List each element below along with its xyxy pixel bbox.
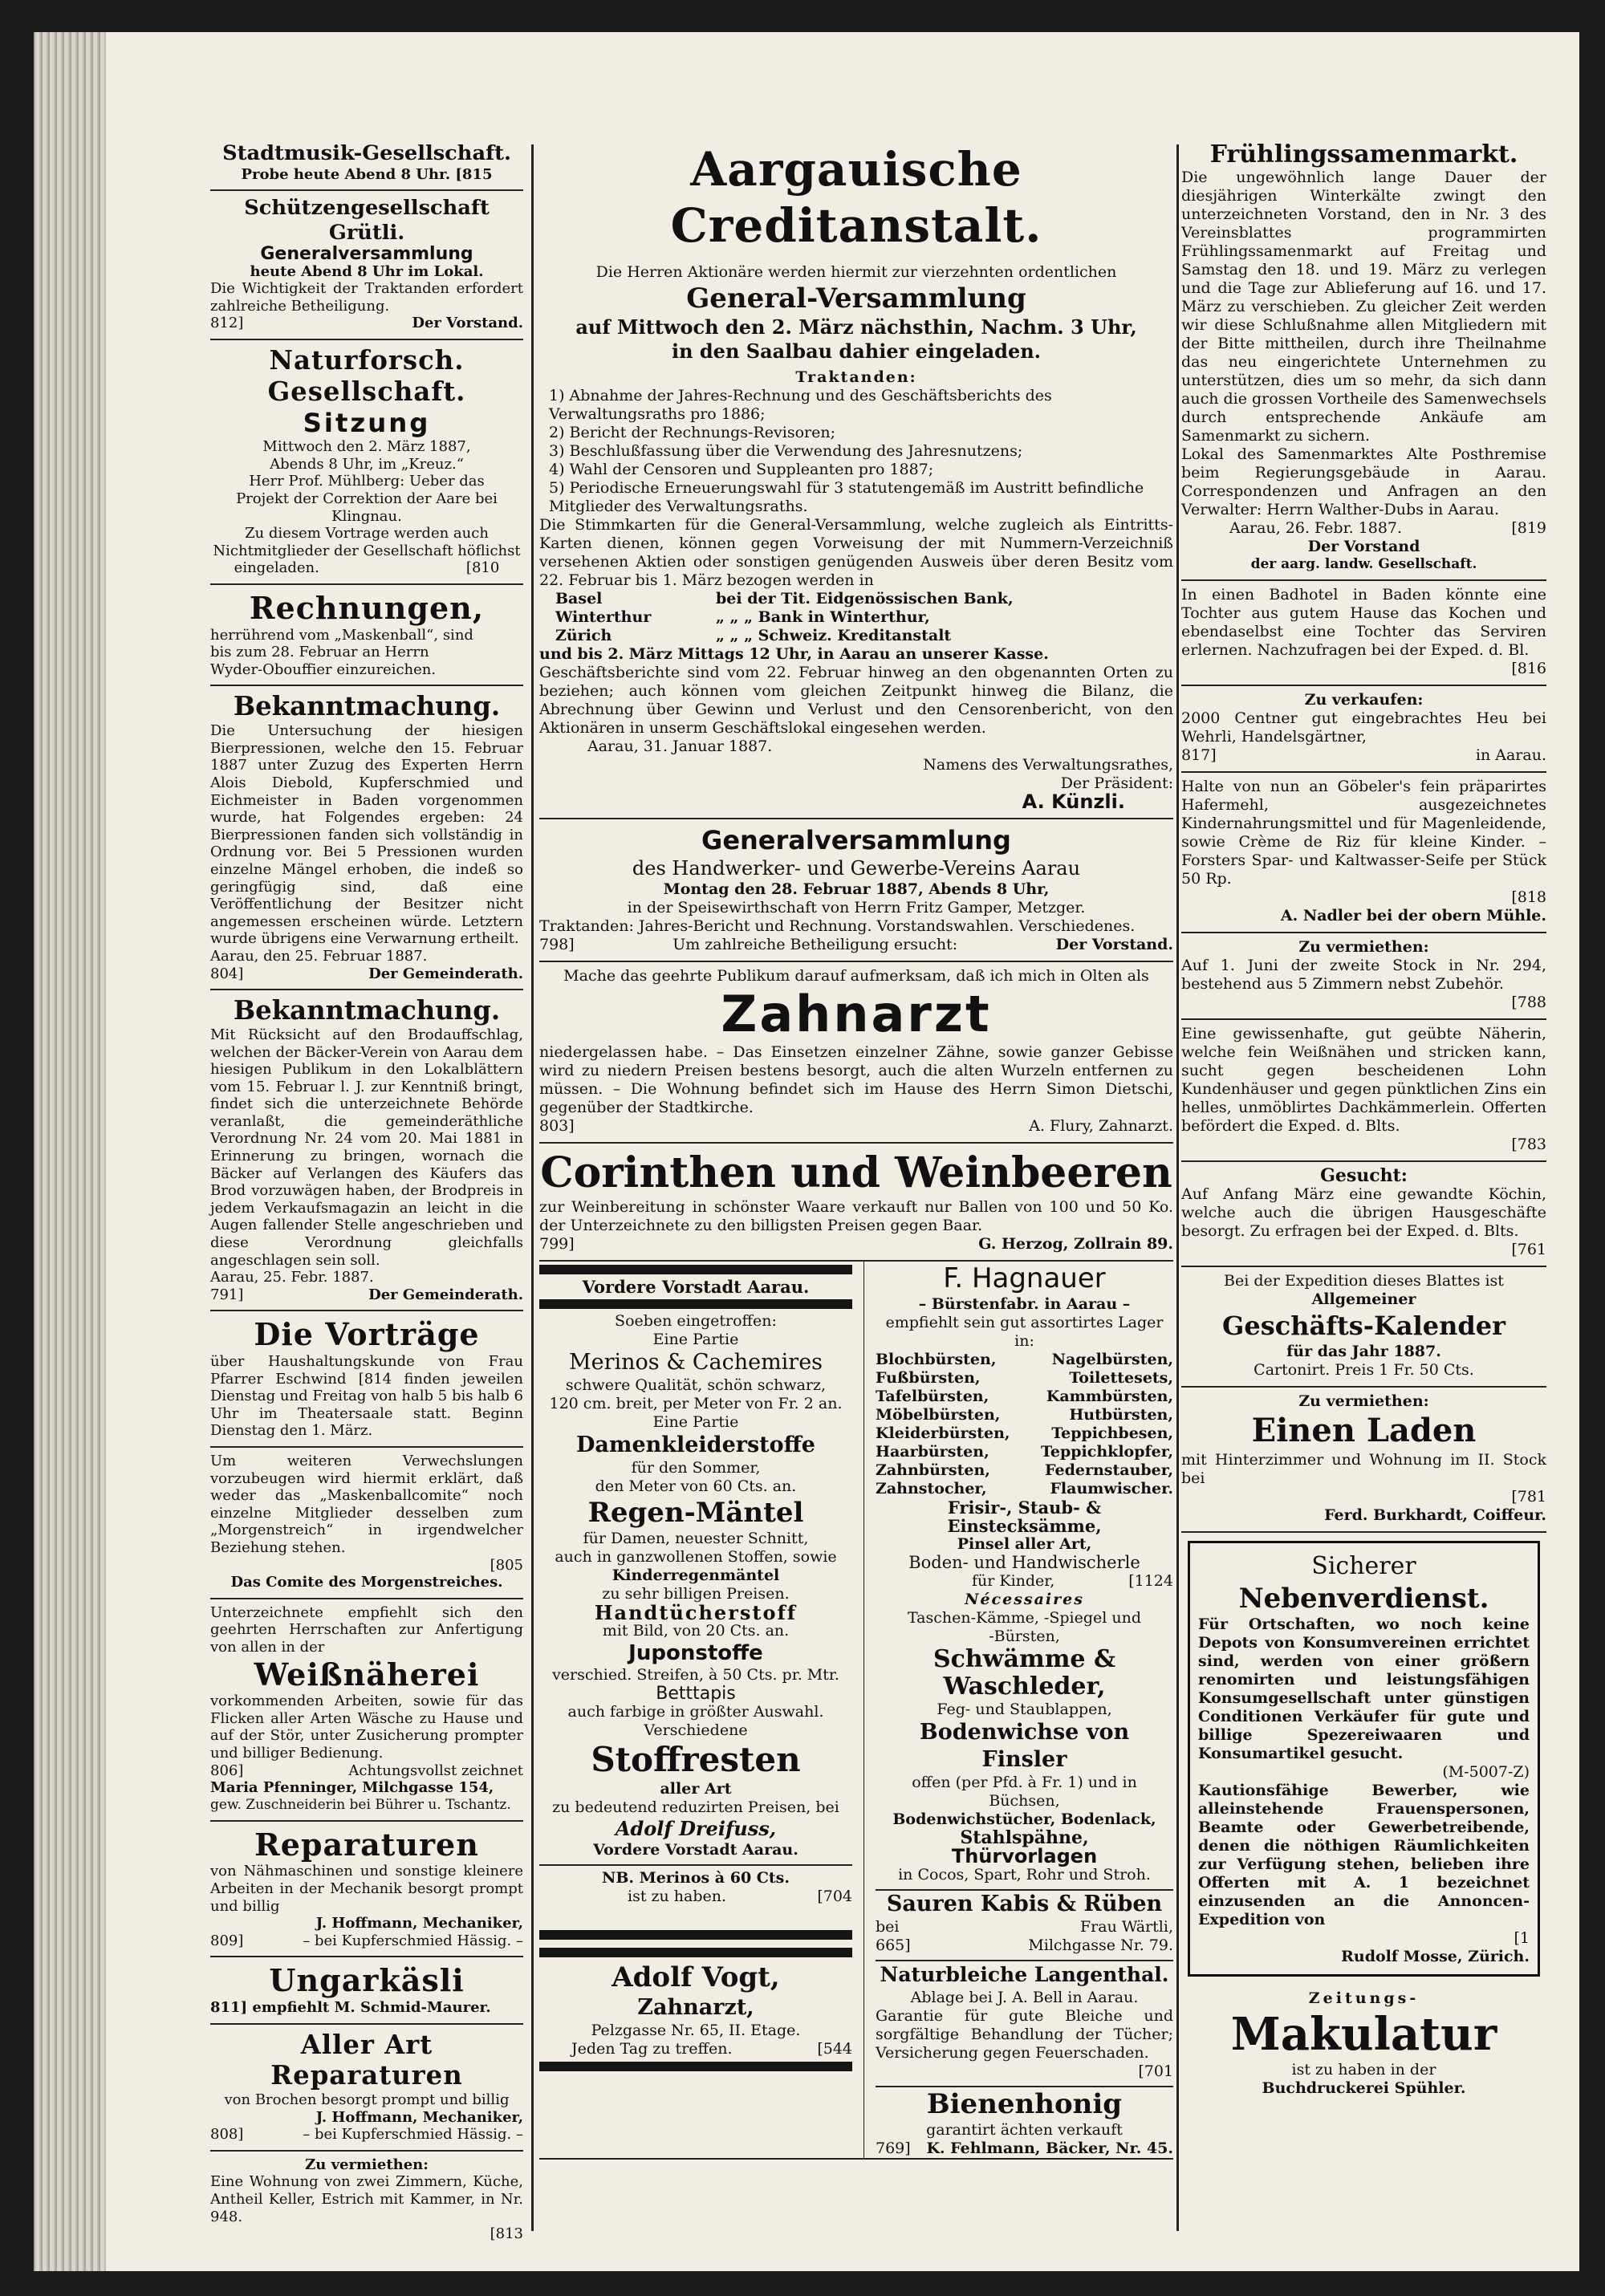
- ad-subheading: Traktanden:: [795, 368, 917, 386]
- text-line: Abends 8 Uhr, im „Kreuz.“: [270, 455, 464, 473]
- ad-text: Die Stimmkarten für die General-Versammlung, welche zugleich als Eintritts-Karten dienen, können gegen Vorweisung der mit Nummern-Verzeichniß versehenen Aktien oder sonstigen genügenden Ausweis über deren Besitz vom 22. Februar bis 1. März bezogen werden in: [539, 516, 1173, 589]
- ad-title: Bienenhonig: [926, 2088, 1123, 2120]
- ad-ref: 806]: [210, 1762, 244, 1779]
- ad-title: Die Vorträge: [254, 1316, 480, 1353]
- ad-title: Aller Art Reparaturen: [270, 2029, 463, 2091]
- ad-text: und bis 2. März Mittags 12 Uhr, in Aarau an unserer Kasse.: [539, 645, 1049, 663]
- text-line: Projekt der Correktion der Aare bei: [236, 490, 498, 508]
- ad-text: Frau Wärtli,: [1080, 1918, 1173, 1936]
- bank-name: „ „ „ Schweiz. Kreditanstalt: [716, 627, 952, 644]
- ad-zweiter-stock: [1181, 933, 1546, 1020]
- rule-bar: [539, 1930, 852, 1940]
- bank-city: Zürich: [555, 627, 612, 644]
- ad-title: F. Hagnauer: [943, 1262, 1106, 1294]
- ad-text: bei: [876, 1918, 900, 1936]
- ad-ref: [805: [490, 1556, 523, 1574]
- ad-where: in den Saalbau dahier eingeladen.: [671, 339, 1042, 363]
- ad-ref: 809]: [210, 1932, 244, 1949]
- ad-subheading: heute Abend 8 Uhr im Lokal.: [250, 262, 484, 280]
- ad-hafermehl: [1181, 773, 1546, 933]
- ad-heading: Generalversammlung: [260, 243, 473, 264]
- ad-heading: Handtücherstoff: [594, 1601, 798, 1624]
- ad-text: zu bedeutend reduzirten Preisen, bei: [552, 1798, 839, 1816]
- ad-heading: Juponstoffe: [628, 1641, 763, 1665]
- ad-title: Corinthen und Weinbeeren: [540, 1148, 1172, 1197]
- bank-city: Winterthur: [555, 608, 652, 626]
- ad-date: Aarau, 26. Febr. 1887.: [1229, 519, 1403, 537]
- ad-bienenhonig: [876, 2086, 1173, 2158]
- ad-ref: [704: [817, 1888, 852, 1905]
- ad-samenmarkt: [1181, 136, 1546, 581]
- ad-text: Um zahlreiche Betheiligung ersucht:: [672, 936, 958, 953]
- ad-ref: [781: [1511, 1488, 1546, 1506]
- ad-schuetzen: [210, 191, 523, 340]
- ad-text: 120 cm. breit, per Meter von Fr. 2 an.: [549, 1395, 843, 1412]
- ad-title: Generalversammlung: [701, 825, 1011, 855]
- bank-row: [555, 608, 1173, 627]
- ad-title: Stadtmusik-Gesellschaft.: [222, 141, 511, 165]
- ad-text: [210, 438, 523, 577]
- ad-text: Pelzgasse Nr. 65, II. Etage.: [591, 2022, 801, 2039]
- ad-text: Eine Partie: [652, 1413, 739, 1431]
- product-item: Zahnstocher,: [876, 1480, 987, 1497]
- ad-text: für Damen, neuester Schnitt,: [583, 1530, 809, 1547]
- text-line: Klingnau.: [331, 507, 402, 525]
- ad-title: Makulatur: [1230, 2008, 1497, 2061]
- ad-date: Aarau, 31. Januar 1887.: [587, 738, 773, 755]
- ad-text: Eine Partie: [652, 1331, 739, 1348]
- text-line: Zu diesem Vortrage werden auch: [245, 525, 489, 543]
- ad-signature: Der Präsident:: [1060, 774, 1173, 792]
- column-right: [1181, 136, 1546, 2104]
- ad-text: Halte von nun an Göbeler's fein präparirtes Hafermehl, ausgezeichnetes Kindernahrungsmittel und für Magenleidende, sowie Crème de Riz für kleine Kinder. – Forsters Spar- und Kaltwasser-Seife per Stück 50 Rp.: [1181, 778, 1546, 888]
- ad-signature: Achtungsvollst zeichnet: [348, 1762, 523, 1779]
- ad-header: Vordere Vorstadt Aarau.: [582, 1277, 810, 1297]
- ad-title: Aargauische Creditanstalt.: [670, 142, 1042, 253]
- ad-heading: Zu vermiethen:: [1298, 938, 1429, 956]
- ad-text: Zeitungs-: [1308, 1989, 1420, 2007]
- ad-title: Einen Laden: [1251, 1412, 1477, 1449]
- ad-heu: [1181, 686, 1546, 773]
- ad-signature: Der Vorstand: [1307, 538, 1420, 555]
- ad-kalender: [1181, 1267, 1546, 1388]
- ad-text: in der Speisewirthschaft von Herrn Fritz Gamper, Metzger.: [627, 899, 1086, 916]
- ad-text: schwere Qualität, schön schwarz,: [565, 1376, 827, 1394]
- ad-nebenverdienst: [1188, 1541, 1540, 1977]
- ad-text: vorkommenden Arbeiten, sowie für das Flicken aller Arten Wäsche zu Hause und auf der Stör, unter Zusicherung prompter und billiger Bedienung.: [210, 1693, 523, 1762]
- text-line: Herr Prof. Mühlberg: Ueber das: [249, 473, 485, 490]
- product-item: Teppichbesen,: [1051, 1424, 1173, 1442]
- text-line: Mittwoch den 2. März 1887,: [262, 438, 471, 456]
- ad-text: Soeben eingetroffen:: [615, 1312, 777, 1330]
- ad-text: aller Art: [660, 1780, 732, 1798]
- ad-ref: [1124: [1128, 1572, 1173, 1590]
- agenda-item: 1) Abnahme der Jahres-Rechnung und des Geschäftsberichts des Verwaltungsraths pro 1886;: [549, 387, 1052, 423]
- ad-koechin: [1181, 1162, 1546, 1267]
- ad-text: Cartonirt. Preis 1 Fr. 50 Cts.: [1254, 1361, 1474, 1379]
- ad-ref: 665]: [876, 1936, 911, 1954]
- ad-ref: [761: [1511, 1241, 1546, 1258]
- ad-text: Garantie für gute Bleiche und sorgfältige Behandlung der Tücher; Versicherung gegen Feuerschaden.: [876, 2007, 1173, 2062]
- ad-text: garantirt ächten verkauft: [926, 2121, 1123, 2139]
- ad-corinthen: [539, 1144, 1173, 1262]
- product-item: Nagelbürsten,: [1051, 1351, 1173, 1368]
- ad-ref: 804]: [210, 965, 244, 982]
- bank-row: [555, 627, 1173, 645]
- ad-text: in Cocos, Spart, Rohr und Stroh.: [898, 1866, 1151, 1884]
- ad-ref: [544: [817, 2040, 852, 2058]
- ad-heading: Zu vermiethen:: [305, 2156, 429, 2173]
- ad-heading: Sitzung: [303, 407, 431, 438]
- ad-title: Adolf Vogt,: [612, 1961, 780, 1993]
- product-item: Kleiderbürsten,: [876, 1424, 1010, 1442]
- ad-signature: A. Nadler bei der obern Mühle.: [1280, 907, 1546, 924]
- ad-text: Eine gewissenhafte, gut geübte Näherin, welche fein Weißnähen und stricken kann, sucht gegen bescheidenen Lohn Kundenhäuser und gegen pünktlichen Zins ein helles, unmöblirtes Dachkämmerlein. Offerten befördert die Exped. d. Blts.: [1181, 1025, 1546, 1135]
- ad-text: Traktanden: Jahres-Bericht und Rechnung. Vorstandswahlen. Verschiedenes.: [539, 917, 1136, 935]
- ad-text: über Haushaltungskunde von Frau Pfarrer Eschwind [814 finden jeweilen Dienstag und Freitag von halb 5 bis halb 6 Uhr im Theatersaale statt. Beginn Dienstag den 1. März.: [210, 1353, 523, 1440]
- ad-signature: der aarg. landw. Gesellschaft.: [1250, 556, 1477, 572]
- ad-morgenstreich: [210, 1448, 523, 1599]
- ad-title: Bekanntmachung.: [233, 995, 501, 1026]
- product-item: Fußbürsten,: [876, 1369, 981, 1387]
- bank-name: „ „ „ Bank in Winterthur,: [716, 608, 930, 626]
- ad-bekanntmachung-2: [210, 990, 523, 1311]
- ad-text: Für Ortschaften, wo noch keine Depots von Konsumvereinen errichtet sind, werden von einer größern renomirten und leistungsfähigen Konsumgesellschaft unter günstigen Conditionen Verkäufer für gute und billige Spezereiwaaren und Konsumartikel gesucht.: [1198, 1615, 1530, 1762]
- ad-text: Feg- und Staublappen,: [937, 1701, 1112, 1718]
- ad-naeherin: [1181, 1020, 1546, 1162]
- rule-bar: [539, 1265, 852, 1274]
- ad-text: mit Hinterzimmer und Wohnung im II. Stock bei: [1181, 1451, 1546, 1487]
- ad-vogt: [539, 1961, 852, 2058]
- ad-text: auch in ganzwollenen Stoffen, sowie: [555, 1548, 837, 1566]
- ad-signature: Namens des Verwaltungsrathes,: [923, 756, 1173, 774]
- ad-ref: [783: [1511, 1136, 1546, 1153]
- text-line: eingeladen. [810: [234, 559, 500, 577]
- ad-address: – bei Kupferschmied Hässig. –: [303, 2126, 523, 2144]
- ad-ref: 812]: [210, 315, 244, 332]
- ad-subtitle: – Bürstenfabr. in Aarau –: [918, 1295, 1131, 1313]
- ad-text: Kinderregenmäntel: [612, 1567, 780, 1584]
- ad-signature: Maria Pfenninger, Milchgasse 154,: [210, 1779, 494, 1797]
- ad-signature: Ferd. Burkhardt, Coiffeur.: [1324, 1506, 1546, 1524]
- product-item: Toilettesets,: [1069, 1369, 1173, 1387]
- product-item: Kammbürsten,: [1046, 1388, 1173, 1405]
- ad-text: für Kinder,: [972, 1572, 1055, 1590]
- ad-text: Buchdruckerei Spühler.: [1262, 2079, 1466, 2097]
- ad-text: für das Jahr 1887.: [1286, 1343, 1441, 1360]
- ad-title: Reparaturen: [254, 1826, 479, 1863]
- column-center: [539, 136, 1173, 2160]
- ad-creditanstalt: [539, 136, 1173, 819]
- ad-weissnaeherei: [210, 1599, 523, 1822]
- agenda-item: 4) Wahl der Censoren und Suppleanten pro 1887;: [549, 461, 934, 478]
- ad-text: Eine Wohnung von zwei Zimmern, Küche, Antheil Keller, Estrich mit Kammer, in Nr. 948.: [210, 2173, 523, 2225]
- ad-heading: Gesucht:: [1320, 1165, 1408, 1186]
- agenda-item: 2) Bericht der Rechnungs-Revisoren;: [549, 424, 835, 441]
- ad-code: (M-5007-Z): [1442, 1763, 1530, 1781]
- ad-heading: Merinos & Cachemires: [568, 1350, 823, 1375]
- ad-text: Ablage bei J. A. Bell in Aarau.: [910, 1989, 1139, 2006]
- rule-bar: [539, 1299, 852, 1309]
- ad-text: In einen Badhotel in Baden könnte eine Tochter aus gutem Hause das Kochen und ebendaselbst eine Tochter das Serviren erlernen. Nachzufragen bei der Exped. d. Bl.: [1181, 586, 1546, 659]
- ad-heading: Bodenwichse von Finsler: [919, 1720, 1130, 1772]
- product-item: Federnstauber,: [1045, 1461, 1173, 1479]
- ad-ref: [819: [1511, 519, 1546, 537]
- ad-signature: J. Hoffmann, Mechaniker,: [315, 1915, 523, 1932]
- ad-badhotel: [1181, 581, 1546, 686]
- ad-naturforsch: [210, 340, 523, 585]
- ad-text: zu sehr billigen Preisen.: [602, 1585, 790, 1603]
- ad-ref: 769]: [876, 2140, 911, 2157]
- ad-text: Montag den 28. Februar 1887, Abends 8 Uhr,: [663, 880, 1050, 898]
- ad-ref: 798]: [539, 936, 575, 953]
- ad-date: Aarau, 25. Febr. 1887.: [210, 1269, 374, 1286]
- ad-text: Bodenwichstücher, Bodenlack,: [892, 1810, 1156, 1828]
- ad-ref: 791]: [210, 1286, 244, 1303]
- ad-ref: [816: [1511, 660, 1546, 677]
- ad-signature: Der Gemeinderath.: [368, 1286, 523, 1303]
- ad-signature: Der Gemeinderath.: [368, 965, 523, 982]
- ad-signature: Der Vorstand.: [1055, 936, 1173, 953]
- ad-text: ist zu haben in der: [1291, 2061, 1436, 2079]
- ad-title: Geschäfts-Kalender: [1222, 1311, 1505, 1341]
- ad-address: – bei Kupferschmied Hässig. –: [303, 1932, 523, 1949]
- ad-vortraege: [210, 1311, 523, 1448]
- agenda-item: 3) Beschlußfassung über die Verwendung des Jahresnutzens;: [549, 442, 1023, 460]
- ad-heading: Zu verkaufen:: [1304, 691, 1424, 709]
- ad-text: Nécessaires: [965, 1591, 1084, 1608]
- agenda-item: 5) Periodische Erneuerungswahl für 3 statutengemäß im Austritt befindliche Mitglieder des Verwaltungsraths.: [549, 479, 1144, 515]
- ad-makulatur: [1181, 1985, 1546, 2104]
- ad-heading: Zu vermiethen:: [1298, 1392, 1429, 1410]
- column-rule-right: [1176, 144, 1179, 2231]
- product-item: Blochbürsten,: [876, 1351, 997, 1368]
- ad-stadtmusik: [210, 136, 523, 191]
- ad-text: auch farbige in größter Auswahl.: [567, 1703, 824, 1721]
- ad-text: Pinsel aller Art,: [957, 1535, 1092, 1553]
- text-line: Wyder-Obouffier einzureichen.: [210, 660, 437, 678]
- ad-text: verschied. Streifen, à 50 Cts. pr. Mtr.: [552, 1666, 839, 1684]
- ad-zahnarzt-flury: [539, 962, 1173, 1144]
- ad-ref: 808]: [210, 2126, 244, 2144]
- ad-title: Zahnarzt: [721, 985, 992, 1043]
- ad-heading: Damenkleiderstoffe: [576, 1432, 815, 1457]
- ad-title: Rechnungen,: [249, 590, 485, 627]
- ad-text: Lokal des Samenmarktes Alte Posthremise beim Regierungsgebäude in Aarau. Correspondenzen und Anfragen an den Verwalter: Herrn Walther-Dubs in Aarau.: [1181, 445, 1546, 518]
- ad-heading: Schwämme & Waschleder,: [933, 1645, 1116, 1701]
- ad-kabis: [876, 1889, 1173, 1955]
- ad-title: Bekanntmachung.: [233, 691, 501, 722]
- rule-bar: [539, 2062, 852, 2071]
- ad-signature: J. Hoffmann, Mechaniker,: [315, 2108, 523, 2126]
- rule-bar: [539, 1948, 852, 1957]
- ad-divider: [863, 1262, 864, 2158]
- ad-signature: G. Herzog, Zollrain 89.: [978, 1235, 1173, 1253]
- product-item: Hutbürsten,: [1069, 1406, 1173, 1424]
- ad-title: Schützengesellschaft Grütli.: [244, 196, 490, 246]
- ad-text: von Nähmaschinen und sonstige kleinere Arbeiten in der Mechanik besorgt prompt und billig: [210, 1863, 523, 1915]
- ad-note: NB. Merinos à 60 Cts.: [602, 1869, 790, 1887]
- ad-text: in Aarau.: [1475, 746, 1546, 764]
- ad-text: 811] empfiehlt M. Schmid-Maurer.: [210, 1998, 491, 2016]
- ad-text: Mit Rücksicht auf den Brodauffschlag, welchen der Bäcker-Verein von Aarau dem hiesigen Publikum in den Lokalblättern vom 15. Februar l. J. zur Kenntniß bringt, findet sich die unterzeichnete Behörde veranlaßt, die gemeinderäthliche Verordnung Nr. 24 vom 20. Mai 1881 in Erinnerung zu bringen, wornach die Bäcker auf Verlangen des Käufers das Brod vorzuwägen haben, der Brodpreis in jedem Verkaufsmagazin an leicht in die Augen fallender Stelle angeschrieben und diese Verordnung gleichfalls angeschlagen sein soll.: [210, 1026, 523, 1269]
- ad-text: Um weiteren Verwechslungen vorzubeugen wird hiermit erklärt, daß weder das „Maskenballcomite“ noch einzelne Mitglieder desselben zum „Morgenstreich“ in irgendwelcher Beziehung stehen.: [210, 1453, 523, 1556]
- ad-ref: [701: [1138, 2062, 1173, 2080]
- ad-heading: Stahlspähne,: [960, 1827, 1089, 1848]
- ad-handwerker: [539, 819, 1173, 962]
- ad-signature: K. Fehlmann, Bäcker, Nr. 45.: [926, 2140, 1173, 2157]
- ad-intro: Die Herren Aktionäre werden hiermit zur vierzehnten ordentlichen: [595, 263, 1117, 281]
- text-line: Nichtmitglieder der Gesellschaft höflichst: [213, 542, 521, 559]
- ad-reparaturen-1: [210, 1822, 523, 1958]
- ad-ref: 799]: [539, 1235, 575, 1253]
- ad-row-split: [539, 1262, 1173, 2160]
- ad-text: Geschäftsberichte sind vom 22. Februar hinweg an den obgenannten Orten zu beziehen; auch können vom gleichen Zeitpunkt hinweg die Bilanz, die Abrechnung über Gewinn und Verlust und den Censorenbericht, von den Aktionären in unserm Geschäftslokal eingesehen werden.: [539, 664, 1173, 737]
- ad-title: Naturbleiche Langenthal.: [880, 1963, 1169, 1986]
- ad-text: Allgemeiner: [1311, 1290, 1416, 1308]
- ad-ref: 817]: [1181, 746, 1217, 764]
- ad-hagnauer: [876, 1262, 1173, 2158]
- ad-text: -Bürsten,: [989, 1628, 1060, 1645]
- page-edge-stack: [34, 32, 106, 2271]
- ad-text: für den Sommer,: [631, 1459, 761, 1477]
- ad-signature: gew. Zuschneiderin bei Bührer u. Tschantz.: [210, 1796, 511, 1813]
- ad-text: Verschiedene: [644, 1721, 748, 1739]
- ad-title: Sicherer: [1311, 1552, 1416, 1580]
- ad-text: offen (per Pfd. à Fr. 1) und in Büchsen,: [912, 1774, 1137, 1810]
- ad-langenthal: [876, 1960, 1173, 2081]
- ad-ungarkaesli: [210, 1957, 523, 2024]
- ad-title: Weißnäherei: [254, 1656, 480, 1693]
- ad-intro: Unterzeichnete empfiehlt sich den geehrten Herrschaften zur Anfertigung von allen in der: [210, 1603, 523, 1656]
- ad-text: zur Weinbereitung in schönster Waare verkauft nur Ballen von 100 und 50 Ko. der Unterzeichnete zu den billigsten Preisen gegen Baar.: [539, 1198, 1173, 1234]
- ad-title: Nebenverdienst.: [1238, 1583, 1489, 1615]
- ad-address: Vordere Vorstadt Aarau.: [593, 1841, 798, 1859]
- ad-note: ist zu haben.: [628, 1888, 727, 1905]
- ad-text: Jeden Tag zu treffen.: [571, 2040, 733, 2058]
- ad-laden: [1181, 1388, 1546, 1533]
- ad-text: Auf 1. Juni der zweite Stock in Nr. 294, bestehend aus 5 Zimmern nebst Zubehör.: [1181, 957, 1546, 993]
- ad-heading: Betttapis: [656, 1684, 736, 1704]
- ad-signature: Der Vorstand.: [412, 315, 523, 332]
- ad-text: niedergelassen habe. – Das Einsetzen einzelner Zähne, sowie ganzer Gebisse wird zu niedern Preisen bestens besorgt, auch die alten Wurzeln entfernen zu müssen. – Die Wohnung befindet sich im Hause des Herrn Simon Dietschi, gegenüber der Stadtkirche.: [539, 1043, 1173, 1116]
- ad-subtitle: des Handwerker- und Gewerbe-Vereins Aarau: [632, 857, 1081, 880]
- ad-text: Taschen-Kämme, -Spiegel und: [907, 1609, 1141, 1627]
- ad-text: 2000 Centner gut eingebrachtes Heu bei Wehrli, Handelsgärtner,: [1181, 709, 1546, 746]
- ad-heading: Stoffresten: [591, 1740, 801, 1779]
- ad-signature: Rudolf Mosse, Zürich.: [1341, 1948, 1530, 1965]
- product-item: Teppichklopfer,: [1040, 1443, 1173, 1461]
- ad-reparaturen-2: [210, 2025, 523, 2152]
- text-line: herrührend vom „Maskenball“, sind: [210, 626, 473, 644]
- product-item: Tafelbürsten,: [876, 1388, 989, 1405]
- ad-text: Kautionsfähige Bewerber, wie alleinstehende Frauenspersonen, Beamte oder Gewerbetreibende, denen die nöthigen Räumlichkeiten zur Verfügung stehen, belieben ihre Offerten mit A. 1 bezeichnet einzusenden an die Annoncen-Expedition von: [1198, 1782, 1530, 1928]
- ad-signature: Adolf Dreifuss,: [615, 1817, 777, 1840]
- ad-text: Frisir-, Staub- & Einstecksämme,: [947, 1497, 1102, 1536]
- product-item: Flaumwischer.: [1050, 1480, 1173, 1497]
- column-left: [210, 136, 523, 2249]
- ad-date: Aarau, den 25. Februar 1887.: [210, 947, 428, 965]
- ad-signature: A. Künzli.: [1022, 790, 1125, 813]
- ad-text: Milchgasse Nr. 79.: [1028, 1936, 1173, 1954]
- ad-title: Ungarkäsli: [269, 1962, 465, 1999]
- ad-signature: Das Comite des Morgenstreiches.: [230, 1574, 503, 1591]
- ad-text: Boden- und Handwischerle: [908, 1553, 1140, 1572]
- product-item: Haarbürsten,: [876, 1443, 989, 1461]
- ad-ref: [788: [1511, 994, 1546, 1011]
- ad-heading: Regen-Mäntel: [587, 1497, 804, 1529]
- ad-text: Die ungewöhnlich lange Dauer der diesjährigen Winterkälte zwingt den unterzeichneten Vorstand, den in Nr. 3 des Vereinsblattes programmirten Frühlingssamenmarkt auf Freitag und Samstag den 18. und 19. März zu verlegen und die Tage zur Ablieferung auf 16. und 17. März zu verschieben. Zu gleicher Zeit werden wir diese Schlußnahme allen Mitgliedern mit der Bitte mittheilen, durch ihre Theilnahme das neu eingerichtete Unternehmen zu unterstützen, dies um so mehr, da sich dann auch die grossen Vortheile des Samenwechsels durch entsprechende Ankäufe am Samenmarkt zu sichern.: [1181, 169, 1547, 445]
- product-item: Möbelbürsten,: [876, 1406, 1001, 1424]
- ad-text: Die Untersuchung der hiesigen Bierpressionen, welche den 15. Februar 1887 unter Zuzug des Experten Herrn Alois Diebold, Kupferschmied und Eichmeister in Baden vorgenommen wurde, hat Folgendes ergeben: 24 Bierpressionen fanden sich vollständig in Ordnung vor. Bei 5 Pressionen wurden einzelne Mängel erhoben, die indeß so geringfügig sind, daß eine Veröffentlichung der Besitzer nicht angemessen erscheinen würde. Letztern wurde übrigens eine Verwarnung ertheilt.: [210, 722, 523, 948]
- ad-text: Bei der Expedition dieses Blattes ist: [1224, 1272, 1504, 1290]
- ad-ref: [818: [1511, 888, 1546, 906]
- ad-title: Sauren Kabis & Rüben: [886, 1892, 1163, 1916]
- column-rule-left: [531, 144, 534, 2231]
- ad-ref: 803]: [539, 1117, 575, 1135]
- ad-signature: A. Flury, Zahnarzt.: [1029, 1117, 1173, 1135]
- ad-text: von Brochen besorgt prompt und billig: [224, 2091, 510, 2109]
- ad-when: auf Mittwoch den 2. März nächsthin, Nachm. 3 Uhr,: [575, 315, 1137, 339]
- ad-text: mit Bild, von 20 Cts. an.: [602, 1622, 790, 1640]
- ad-bekanntmachung-1: [210, 686, 523, 990]
- ad-title: Frühlingssamenmarkt.: [1209, 140, 1518, 169]
- ad-dreifuss: [539, 1262, 852, 2158]
- bank-name: bei der Tit. Eidgenössischen Bank,: [716, 590, 1014, 608]
- ad-text: Probe heute Abend 8 Uhr. [815: [241, 165, 493, 183]
- ad-vermiethen-wohnung: [210, 2152, 523, 2249]
- bank-row: [555, 590, 1173, 608]
- ad-text: den Meter von 60 Cts. an.: [595, 1477, 797, 1495]
- ad-title: Naturforsch. Gesellschaft.: [267, 344, 466, 407]
- ad-text: Die Wichtigkeit der Traktanden erfordert zahlreiche Betheiligung.: [210, 280, 523, 315]
- ad-ref: [1: [1514, 1929, 1530, 1947]
- bank-city: Basel: [555, 590, 603, 608]
- ad-subtitle: Zahnarzt,: [637, 1995, 754, 2020]
- product-item: Zahnbürsten,: [876, 1461, 990, 1479]
- text-line: bis zum 28. Februar an Herrn: [210, 644, 429, 661]
- ad-ref: [813: [490, 2225, 523, 2243]
- ad-heading: General-Versammlung: [686, 282, 1026, 315]
- ad-rechnungen: [210, 585, 523, 686]
- ad-intro: Mache das geehrte Publikum darauf aufmerksam, daß ich mich in Olten als: [563, 967, 1149, 985]
- ad-text: Auf Anfang März eine gewandte Köchin, welche auch die übrigen Hausgeschäfte besorgt. Zu erfragen bei der Exped. d. Blts.: [1181, 1185, 1546, 1240]
- ad-heading: Thürvorlagen: [951, 1845, 1098, 1867]
- ad-text: empfiehlt sein gut assortirtes Lager in:: [885, 1314, 1164, 1350]
